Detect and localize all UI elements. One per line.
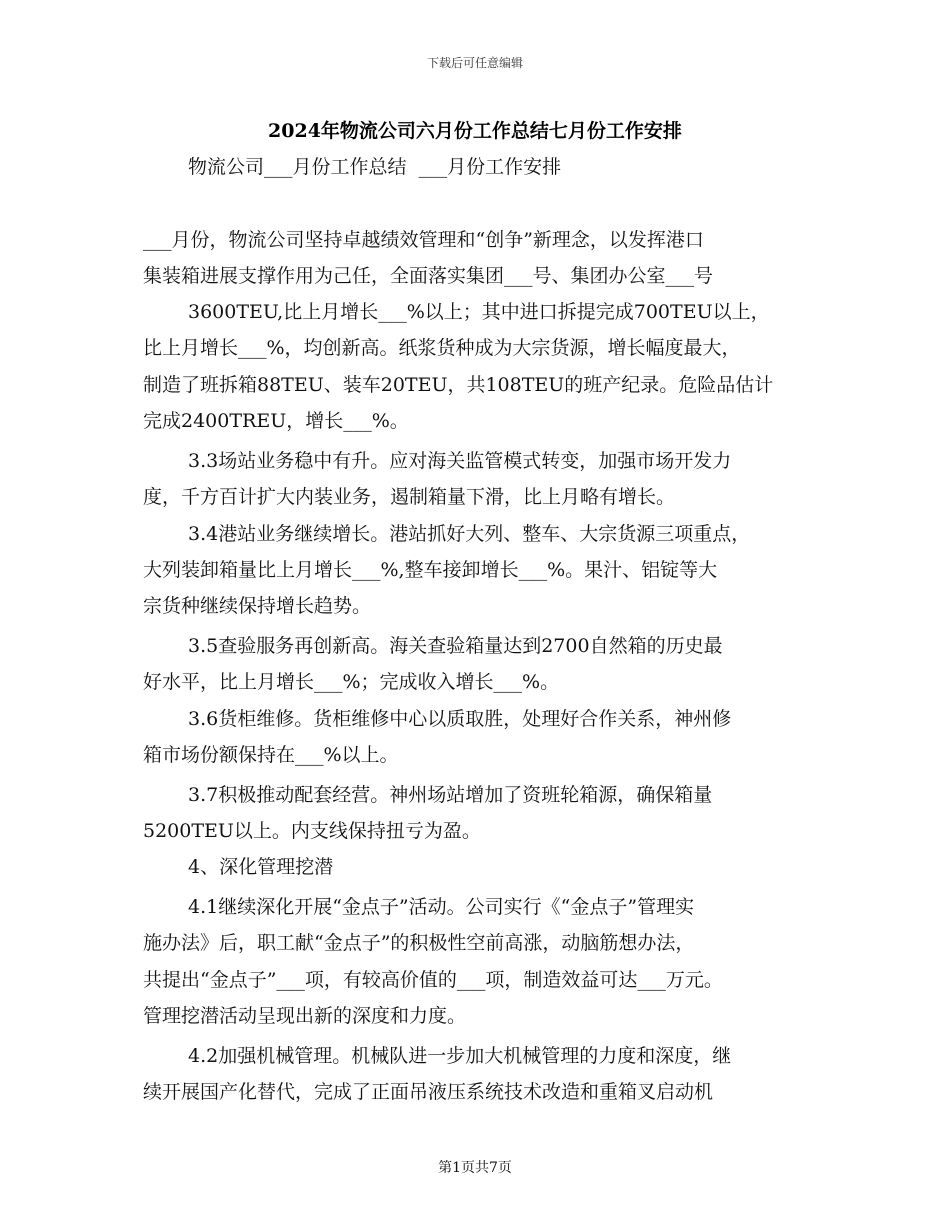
body-line: 管理挖潜活动呈现出新的深度和力度。	[143, 1005, 467, 1027]
body-line: 大列装卸箱量比上月增长___%,整车接卸增长___%。果汁、铝锭等大	[143, 559, 718, 581]
body-line: 比上月增长___%，均创新高。纸浆货种成为大宗货源，增长幅度最大，	[143, 337, 741, 359]
body-line: 制造了班拆箱88TEU、装车20TEU，共108TEU的班产纪录。危险品估计	[143, 374, 774, 396]
page-header-note: 下载后可任意编辑	[426, 56, 523, 70]
body-line: 3600TEU,比上月增长___%以上；其中进口拆提完成700TEU以上，	[188, 301, 770, 323]
body-line: 共提出“金点子”___项，有较高价值的___项，制造效益可达___万元。	[143, 969, 723, 991]
body-line: 好水平，比上月增长___%；完成收入增长___%。	[143, 671, 560, 693]
section-heading: 4、深化管理挖潜	[188, 856, 334, 878]
body-line: 3.7积极推动配套经营。神州场站增加了资班轮箱源，确保箱量	[188, 784, 713, 806]
body-line: 3.4港站业务继续增长。港站抓好大列、整车、大宗货源三项重点，	[188, 523, 751, 545]
body-line: ___月份，物流公司坚持卓越绩效管理和“创争”新理念，以发挥港口	[143, 229, 704, 251]
body-line: 3.6货柜维修。货柜维修中心以质取胜，处理好合作关系，神州修	[188, 708, 732, 730]
page-number: 第1页共7页	[438, 1160, 512, 1176]
body-line: 完成2400TREU，增长___%。	[143, 410, 409, 432]
body-line: 4.2加强机械管理。机械队进一步加大机械管理的力度和深度，继	[188, 1045, 732, 1067]
body-line: 施办法》后，职工献“金点子”的积极性空前高涨，动脑筋想办法，	[143, 932, 695, 954]
document-title: 2024年物流公司六月份工作总结七月份工作安排	[268, 120, 682, 142]
body-line: 5200TEU以上。内支线保持扭亏为盈。	[143, 820, 481, 842]
body-line: 3.3场站业务稳中有升。应对海关监管模式转变，加强市场开发力	[188, 450, 732, 472]
body-line: 箱市场份额保持在___%以上。	[143, 744, 399, 766]
body-line: 续开展国产化替代，完成了正面吊液压系统技术改造和重箱叉启动机	[143, 1081, 714, 1103]
body-line: 宗货种继续保持增长趋势。	[143, 595, 372, 617]
body-line: 度，千方百计扩大内装业务，遏制箱量下滑，比上月略有增长。	[143, 486, 676, 508]
body-line: 3.5查验服务再创新高。海关查验箱量达到2700自然箱的历史最	[188, 635, 723, 657]
body-line: 集装箱进展支撑作用为己任，全面落实集团___号、集团办公室___号	[143, 265, 714, 287]
document-subtitle: 物流公司___月份工作总结 ___月份工作安排	[188, 156, 562, 178]
body-line: 4.1继续深化开展“金点子”活动。公司实行《“金点子”管理实	[188, 896, 695, 918]
